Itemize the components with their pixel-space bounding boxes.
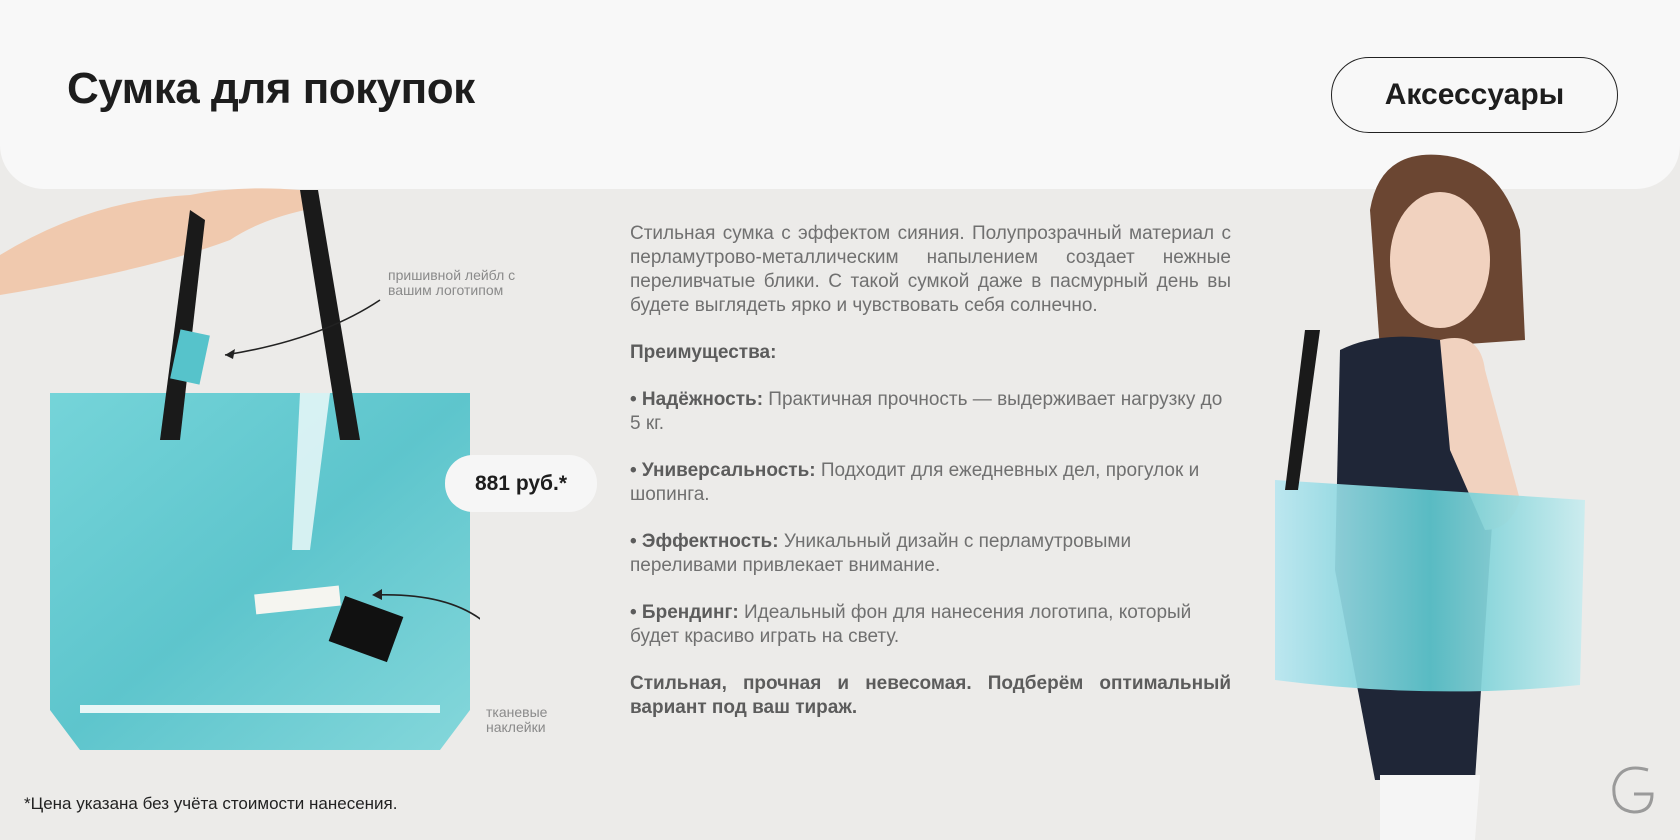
bag-product-image	[0, 150, 480, 760]
advantage-item: • Универсальность: Подходит для ежедневных дел, прогулок и шопинга.	[630, 460, 1200, 505]
label-annotation: пришивной лейбл с вашим логотипом	[388, 267, 516, 298]
price-badge: 881 руб.*	[445, 455, 597, 512]
brand-logo-icon	[1610, 764, 1656, 816]
stickers-annotation: тканевые наклейки	[486, 704, 548, 735]
category-button[interactable]: Аксессуары	[1331, 57, 1618, 133]
intro-text: Стильная сумка с эффектом сияния. Полупрозрачный материал с перламутрово-металлическим напылением создает нежные переливчатые блики. С такой сумкой даже в пасмурный день вы будете выглядеть ярко и чувствовать себя солнечно.	[630, 223, 1231, 316]
product-description	[630, 222, 1231, 743]
advantage-item: • Брендинг: Идеальный фон для нанесения логотипа, который будет красиво играть на свету.	[630, 602, 1192, 647]
price-footnote: *Цена указана без учёта стоимости нанесения.	[24, 794, 398, 813]
model-photo	[1270, 150, 1590, 840]
advantages-heading: Преимущества:	[630, 342, 777, 363]
advantage-item: • Надёжность: Практичная прочность — выдерживает нагрузку до 5 кг.	[630, 389, 1223, 434]
page-title: Сумка для покупок	[67, 64, 475, 113]
closing-text: Стильная, прочная и невесомая. Подберём оптимальный вариант под ваш тираж.	[630, 673, 1231, 718]
advantage-item: • Эффектность: Уникальный дизайн с перламутровыми переливами привлекает внимание.	[630, 531, 1132, 576]
